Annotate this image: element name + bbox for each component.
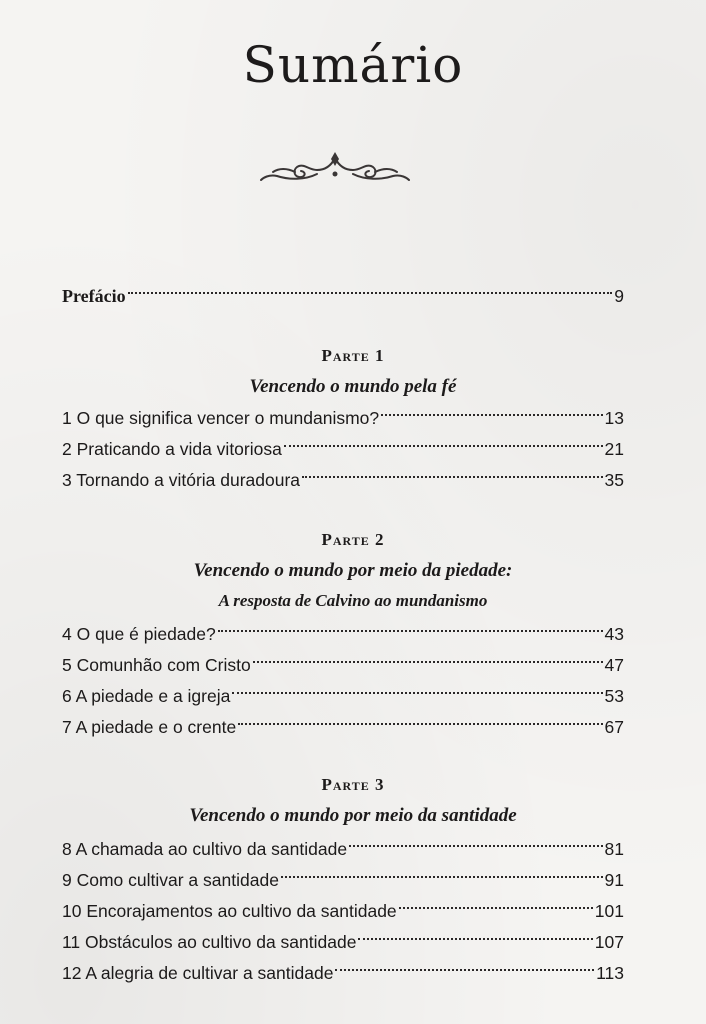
toc-entry[interactable] (62, 652, 624, 678)
toc-entry[interactable] (62, 867, 624, 893)
toc-entry[interactable] (62, 683, 624, 709)
toc-page-number: 107 (594, 932, 624, 952)
page-title: Sumário (242, 36, 464, 94)
dot-leader (381, 413, 602, 416)
toc-page-number: 13 (604, 408, 624, 428)
decorative-flourish-icon (255, 150, 415, 188)
dot-leader (349, 844, 602, 847)
dot-leader (358, 937, 592, 940)
dot-leader (232, 691, 602, 694)
part-3-heading: Parte 3 (321, 775, 385, 794)
dot-leader (128, 291, 613, 294)
toc-entry-label: 5 Comunhão com Cristo (62, 655, 251, 675)
toc-entry-label: 8 A chamada ao cultivo da santidade (62, 839, 348, 859)
toc-entry[interactable] (62, 405, 624, 431)
dot-leader (218, 629, 603, 632)
toc-page-number: 101 (594, 901, 624, 921)
toc-page-number: 53 (604, 686, 624, 706)
dot-leader (253, 660, 603, 663)
toc-page-number: 113 (596, 963, 624, 983)
part-2-subtitle: Vencendo o mundo por meio da piedade: (193, 560, 513, 581)
part-3-subtitle: Vencendo o mundo por meio da santidade (189, 805, 517, 826)
toc-entry-label: 1 O que significa vencer o mundanismo? (62, 408, 380, 428)
toc-entry-label: 10 Encorajamentos ao cultivo da santidade (62, 901, 397, 921)
toc-entry[interactable] (62, 436, 624, 462)
toc-entry-label: Prefácio (62, 286, 126, 306)
toc-entry[interactable] (62, 621, 624, 647)
part-1-subtitle: Vencendo o mundo pela fé (249, 376, 457, 397)
toc-page-number: 47 (604, 655, 624, 675)
toc-entry-label: 9 Como cultivar a santidade (62, 870, 279, 890)
toc-entry[interactable] (62, 467, 624, 493)
toc-page-number: 81 (604, 839, 624, 859)
toc-entry[interactable] (62, 929, 624, 955)
toc-entry[interactable] (62, 960, 624, 986)
toc-entry[interactable] (62, 714, 624, 740)
dot-leader (335, 968, 594, 971)
toc-page-number: 21 (604, 439, 624, 459)
toc-page-number: 67 (604, 717, 624, 737)
toc-entry-label: 7 A piedade e o crente (62, 717, 237, 737)
toc-page-number: 35 (604, 470, 624, 490)
toc-entry-label: 12 A alegria de cultivar a santidade (62, 963, 334, 983)
toc-page-number: 9 (614, 286, 624, 306)
part-1-heading: Parte 1 (321, 346, 385, 365)
toc-page-number: 43 (604, 624, 624, 644)
toc-entry-label: 11 Obstáculos ao cultivo da santidade (62, 932, 357, 952)
dot-leader (302, 475, 602, 478)
dot-leader (399, 906, 593, 909)
part-2-subtitle-secondary: A resposta de Calvino ao mundanismo (218, 591, 488, 610)
toc-entry-label: 6 A piedade e a igreja (62, 686, 231, 706)
toc-entry[interactable] (62, 836, 624, 862)
toc-entry[interactable] (62, 898, 624, 924)
toc-entry-label: 4 O que é piedade? (62, 624, 216, 644)
toc-entry-label: 2 Praticando a vida vitoriosa (62, 439, 282, 459)
toc-entry-prefacio[interactable] (62, 283, 624, 309)
toc-entry-label: 3 Tornando a vitória duradoura (62, 470, 301, 490)
dot-leader (284, 444, 603, 447)
part-2-heading: Parte 2 (321, 530, 385, 549)
dot-leader (238, 722, 602, 725)
dot-leader (281, 875, 603, 878)
toc-page-number: 91 (604, 870, 624, 890)
